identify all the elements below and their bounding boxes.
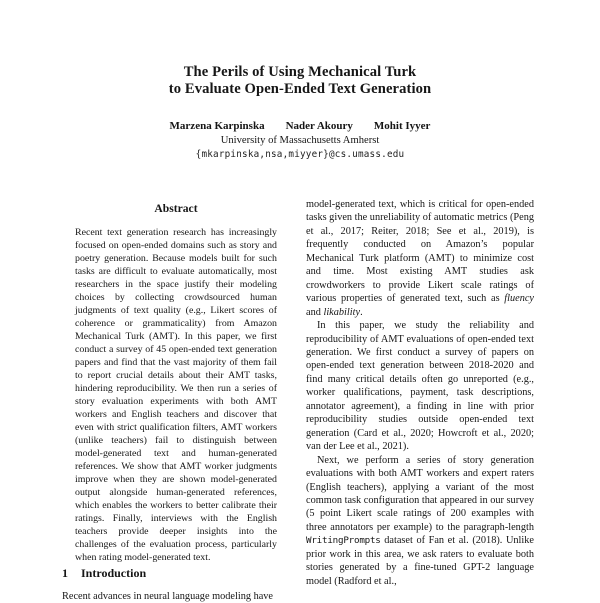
affiliation: University of Massachusetts Amherst	[220, 135, 380, 146]
author-2: Nader Akoury	[285, 120, 353, 132]
paragraph: Next, we perform a series of story generation evaluations with both AMT workers and expert raters (English teachers), applying a variant of the most common task configuration that appeared in our survey (5 point Likert scale ratings of 200 examples with three annotators per example) to the paragraph-length WritingPrompts dataset of Fan et al. (2018). Unlike prior work in this area, we ask raters to evaluate both stories generated by a fine-tuned GPT-2 language model (Radford et al.,	[306, 454, 534, 587]
title-line-1: The Perils of Using Mechanical Turk	[183, 64, 417, 80]
paragraph: In this paper, we study the reliability and reproducibility of AMT evaluations of open-ended text generation. We first conduct a survey of papers on open-ended text generation between 2018-2020 and find many critical details often go unreported (e.g., worker qualifications, payment, task descriptions, annotator agreement), a finding in line with prior reproducibility studies outside open-ended text generation (Card et al., 2020; Howcroft et al., 2020; van der Lee et al., 2021).	[306, 320, 534, 453]
email-address: {mkarpinska,nsa,miyyer}@cs.umass.edu	[195, 149, 405, 160]
paragraph: model-generated text, which is critical for open-ended tasks given the unreliability of automatic metrics (Peng et al., 2017; Reiter, 2018; See et al., 2019), is frequently conducted on Amazon’s popular Mechanical Turk platform (AMT) to minimize cost and time. Most existing AMT studies ask crowdworkers to provide Likert scale ratings of various properties of generated text, such as fluency and likability.	[306, 199, 534, 318]
section-heading-introduction	[62, 566, 146, 581]
intro-first-line: Recent advances in neural language modeling have	[62, 591, 274, 602]
left-column	[62, 196, 290, 600]
paper-title	[0, 64, 600, 97]
title-block	[0, 64, 600, 160]
author-list	[0, 120, 600, 132]
section-number: 1	[62, 566, 68, 580]
author-3: Mohit Iyyer	[373, 120, 431, 132]
author-1: Marzena Karpinska	[169, 120, 265, 132]
abstract-text: Recent text generation research has increasingly focused on open-ended domains such as story and poetry generation. Because models built for such tasks are difficult to evaluate automatically, most researchers in the space justify their modeling choices by collecting crowdsourced human judgments of text quality (e.g., Likert scores of coherence or grammaticality) from Amazon Mechanical Turk (AMT). In this paper, we first conduct a survey of 45 open-ended text generation papers and find that the vast majority of them fail to report crucial details about their AMT tasks, hindering reproducibility. We then run a series of story evaluation experiments with both AMT workers and English teachers and discover that even with strict qualification filters, AMT workers (unlike teachers) fail to distinguish between model-generated text and human-generated references. We show that AMT worker judgments improve when they are shown model-generated output alongside human-generated references, which enables the workers to better calibrate their ratings. Finally, interviews with the English teachers provide deeper insights into the challenges of the evaluation process, particularly when rating model-generated text.	[75, 227, 277, 563]
right-column	[306, 198, 534, 600]
section-title: Introduction	[81, 566, 147, 580]
title-line-2: to Evaluate Open-Ended Text Generation	[168, 80, 432, 97]
abstract-heading: Abstract	[154, 202, 198, 215]
